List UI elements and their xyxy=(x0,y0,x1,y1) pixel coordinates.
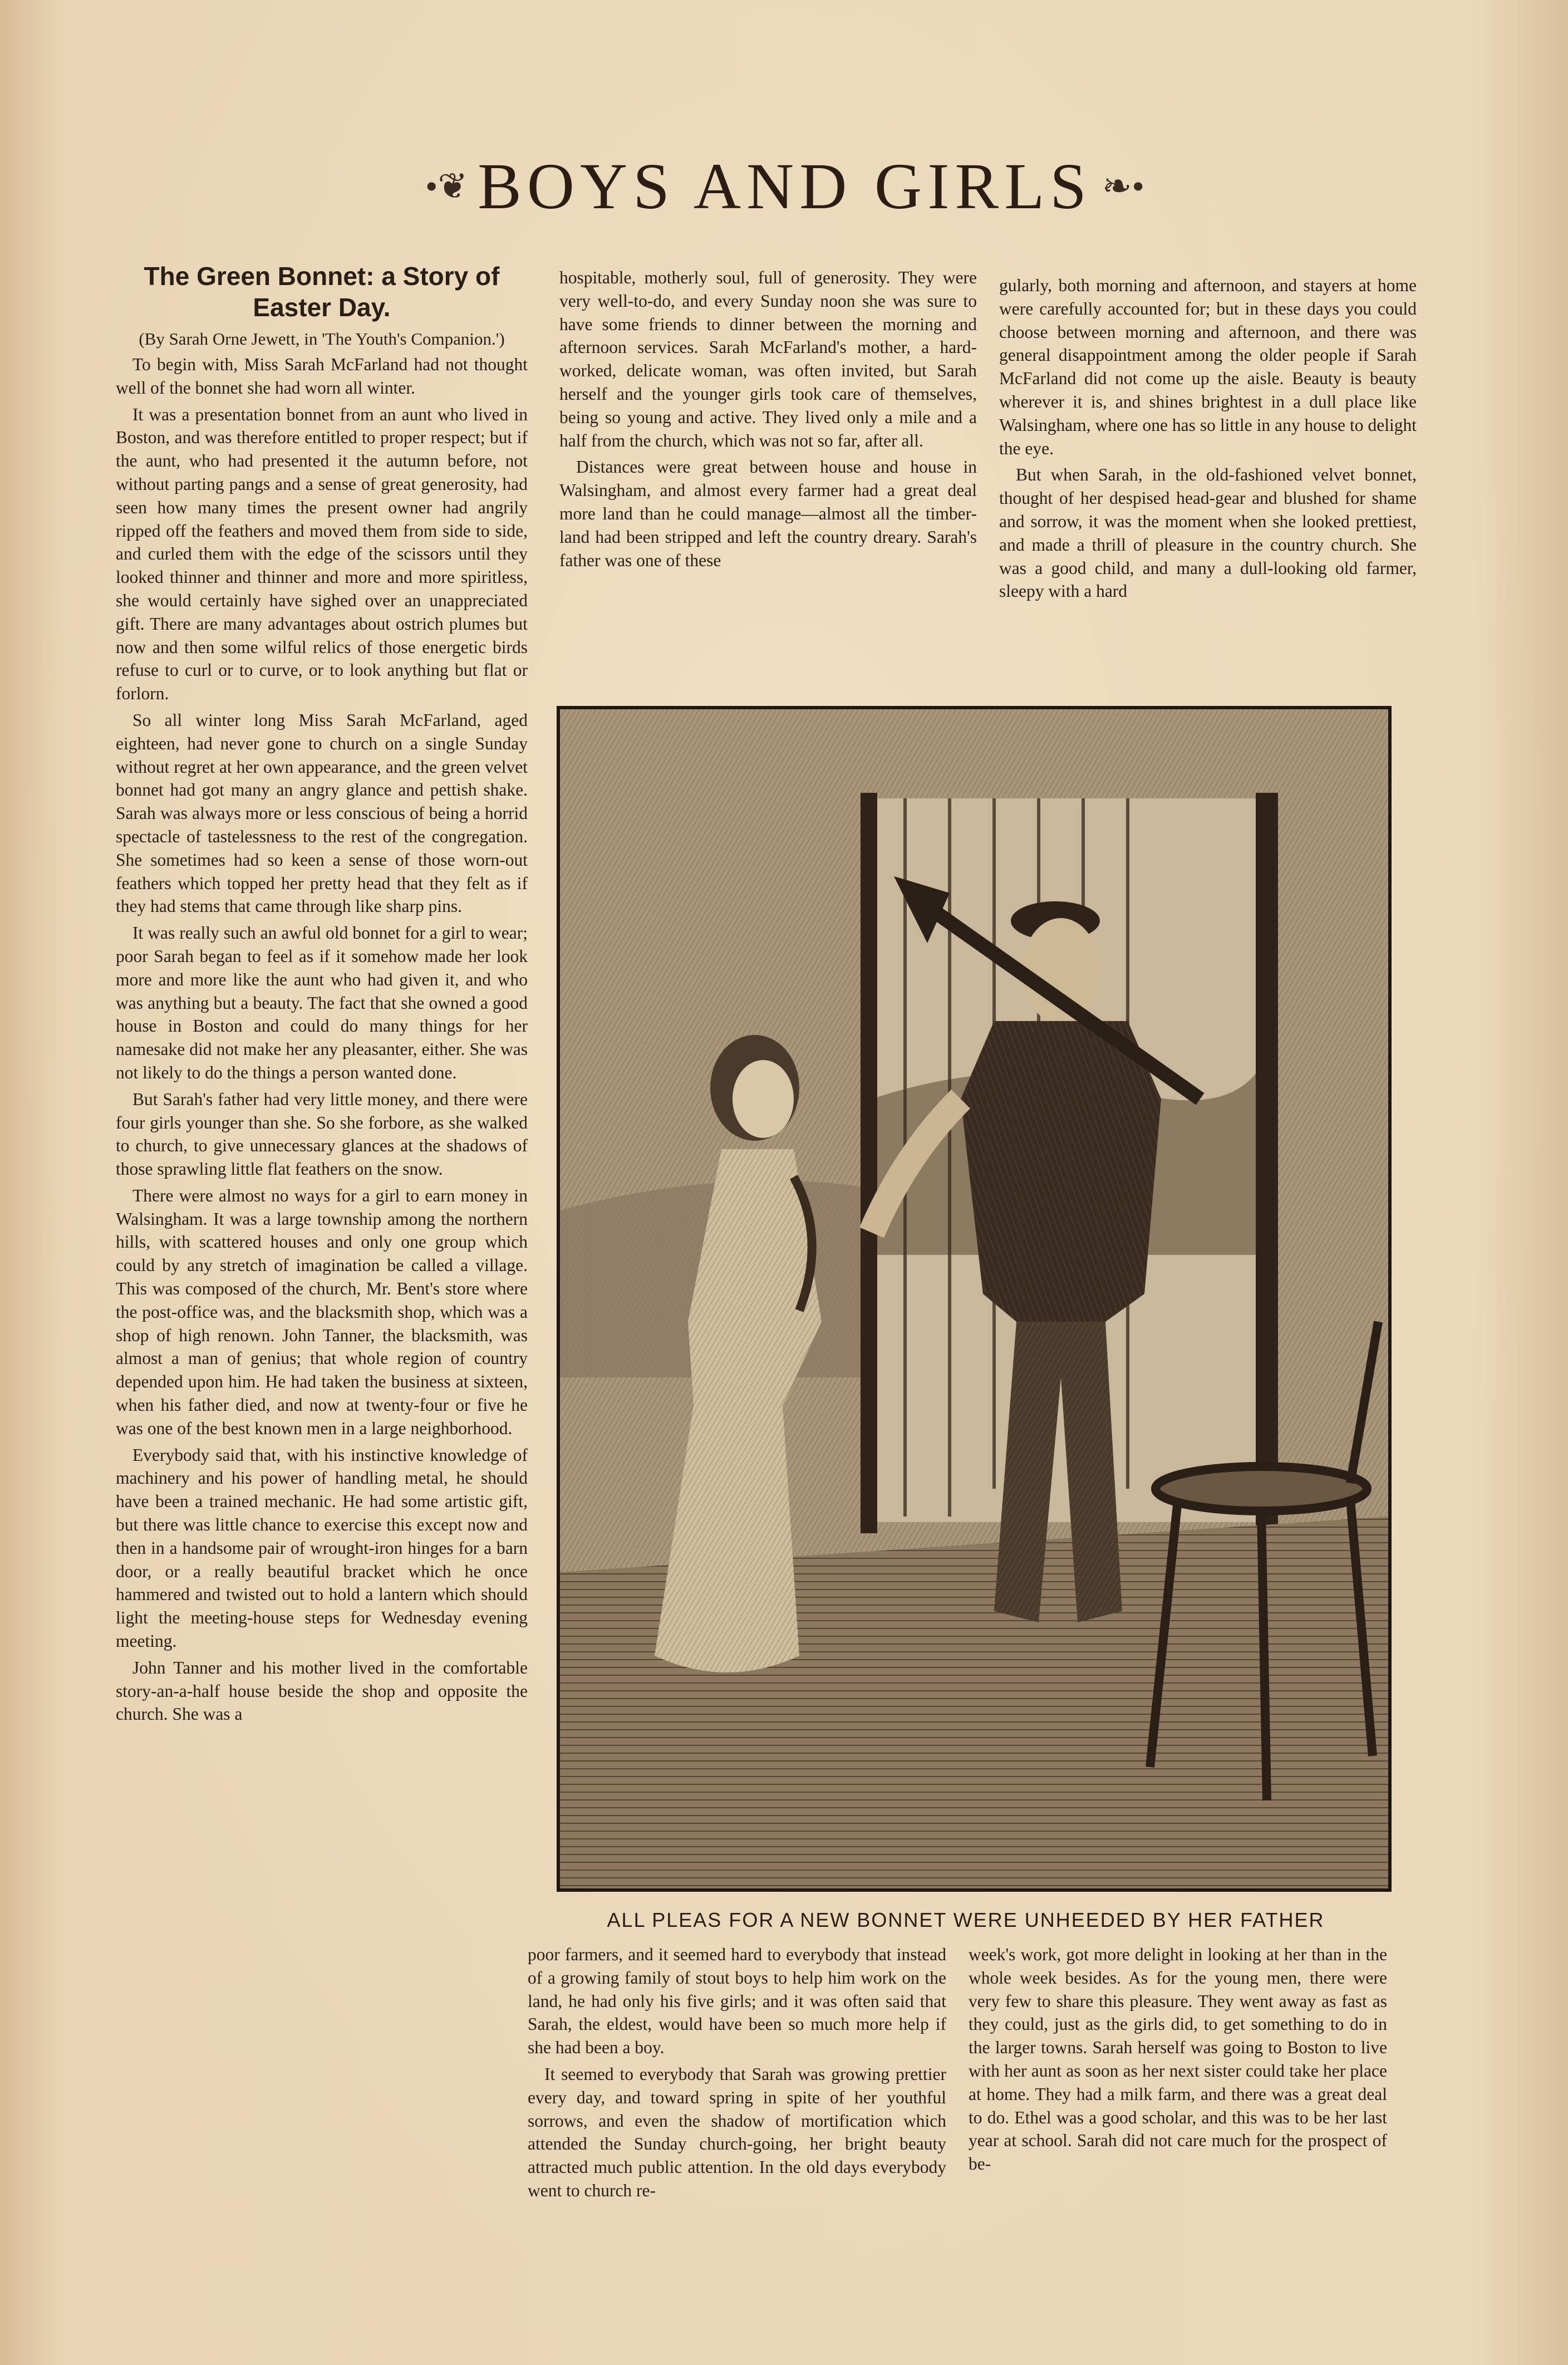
paragraph: poor farmers, and it seemed hard to everybody that instead of a growing family of stout boys to help him work on the land, he had only his five girls; and it was often said that Sarah, the eldest, would have been so much more help if she had been a boy. xyxy=(528,1945,946,2058)
story-headline: The Green Bonnet: a Story of Easter Day. xyxy=(144,262,500,322)
paragraph: hospitable, motherly soul, full of generosity. They were very well-to-do, and every Sunday noon she was sure to have some friends to dinner between the morning and afternoon services. Sarah McFarland's mother, a hard-worked, delicate woman, was often invited, but Sarah herself and the younger girls took care of themselves, being so young and active. They lived only a mile and a half from the church, which was not so far, after all. xyxy=(559,268,977,450)
left-ornament: •❦ xyxy=(425,166,468,206)
paragraph: So all winter long Miss Sarah McFarland, aged eighteen, had never gone to church on a single Sunday without regret at her own appearance, and the green velvet bonnet had got many an angry glance and pettish shake. Sarah was always more or less conscious of being a horrid spectacle of tastelessness to the rest of the congregation. She sometimes had so keen a sense of those worn-out feathers which topped her pretty head that they felt as if they had stems that came through like sharp pins. xyxy=(116,710,528,916)
column-1 xyxy=(116,261,528,1726)
column-2-top xyxy=(559,266,977,572)
engraving-illustration xyxy=(557,706,1392,1892)
column-3-bottom xyxy=(969,1943,1387,2176)
illustration-caption: ALL PLEAS FOR A NEW BONNET WERE UNHEEDED BY HER FATHER xyxy=(607,1908,1325,1931)
right-ornament: ❧• xyxy=(1102,166,1144,206)
paragraph: But when Sarah, in the old-fashioned velvet bonnet, thought of her despised head-gear and blushed for shame and sorrow, it was the moment when she looked prettiest, and made a thrill of pleasure in the country church. She was a good child, and many a dull-looking old farmer, sleepy with a hard xyxy=(999,465,1417,601)
section-masthead xyxy=(334,150,1236,223)
section-title: BOYS AND GIRLS xyxy=(478,150,1092,223)
paragraph: week's work, got more delight in looking at her than in the whole week besides. As for the young men, there were very few to share this pleasure. They went away as fast as they could, just as the girls did, to get something to do in the larger towns. Sarah herself was going to Boston to live with her aunt as soon as her next sister could take her place at home. They had a milk farm, and there was a great deal to do. Ethel was a good scholar, and this was to be her last year at school. Sarah did not care much for the prospect of be- xyxy=(969,1945,1387,2174)
paragraph: To begin with, Miss Sarah McFarland had not thought well of the bonnet she had worn all winter. xyxy=(116,355,528,398)
paragraph: It was really such an awful old bonnet for a girl to wear; poor Sarah began to feel as if it somehow made her look more and more like the aunt who had given it, and who was anything but a beauty. The fact that she owned a good house in Boston and could do many things for her namesake did not make her any pleasanter, either. She was not likely to do the things a person wanted done. xyxy=(116,923,528,1082)
paragraph: It was a presentation bonnet from an aunt who lived in Boston, and was therefore entitled to proper respect; but if the aunt, who had presented it the autumn before, not without parting pangs and a sense of great generosity, had seen how many times the present owner had angrily ripped off the feathers and moved them from side to side, and curled them with the edge of the scissors until they looked thinner and thinner and more and more spiritless, she would certainly have sighed over an unappreciated gift. There are many advantages about ostrich plumes but now and then some wilful relics of those energetic birds refuse to curl or to curve, or to look anything but flat or forlorn. xyxy=(116,404,528,704)
engraving-art xyxy=(560,709,1388,1888)
column-3-top xyxy=(999,274,1417,603)
paragraph: Distances were great between house and house in Walsingham, and almost every farmer had a great deal more land than he could manage—almost all the timber-land had been stripped and left the country dreary. Sarah's father was one of these xyxy=(559,457,977,570)
paragraph: It seemed to everybody that Sarah was growing prettier every day, and toward spring in spite of her youthful sorrows, and even the shadow of mortification which attended the Sunday church-going, her bright beauty attracted much public attention. In the old days everybody went to church re- xyxy=(528,2064,946,2200)
column-2-bottom xyxy=(528,1943,946,2202)
paragraph: Everybody said that, with his instinctive knowledge of machinery and his power of handling metal, he should have been a trained mechanic. He had some artistic gift, but there was little chance to exercise this except now and then in a handsome pair of wrought-iron hinges for a barn door, or a really beautiful bracket which he once hammered and twisted out to hold a lantern which should light the meeting-house steps for Wednesday evening meeting. xyxy=(116,1445,528,1651)
story-byline: (By Sarah Orne Jewett, in 'The Youth's Companion.') xyxy=(139,329,505,349)
paragraph: There were almost no ways for a girl to earn money in Walsingham. It was a large township among the northern hills, with scattered houses and only one group which could by any stretch of imagination be called a village. This was composed of the church, Mr. Bent's store where the post-office was, and the blacksmith shop, which was a shop of high renown. John Tanner, the blacksmith, was almost a man of genius; that whole region of country depended upon him. He had taken the business at sixteen, when his father died, and now at twenty-four or five he was one of the best known men in a large neighborhood. xyxy=(116,1185,528,1438)
paragraph: gularly, both morning and afternoon, and stayers at home were carefully accounted for; but in these days you could choose between morning and afternoon, and there was general disappointment among the older people if Sarah McFarland did not come up the aisle. Beauty is beauty wherever it is, and shines brightest in a dull place like Walsingham, where one has so little in any house to delight the eye. xyxy=(999,276,1417,458)
paragraph: But Sarah's father had very little money, and there were four girls younger than she. So she forbore, as she walked to church, to give unnecessary glances at the shadows of those sprawling little flat feathers on the snow. xyxy=(116,1089,528,1179)
paragraph: John Tanner and his mother lived in the comfortable story-an-a-half house beside the shop and opposite the church. She was a xyxy=(116,1657,528,1724)
